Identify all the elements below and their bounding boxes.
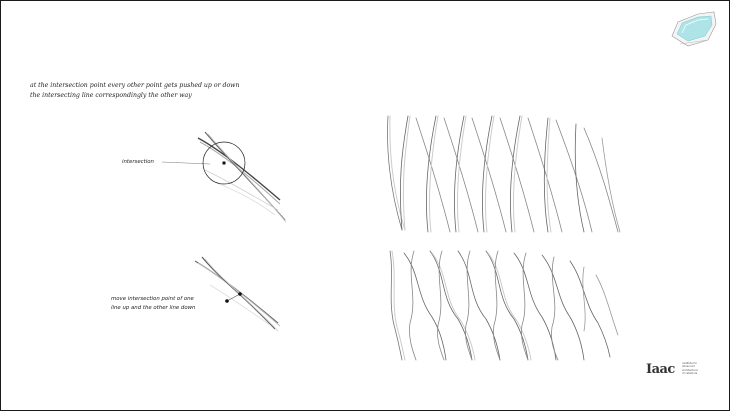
intersection-diagram xyxy=(150,130,290,225)
intersection-label: intersection xyxy=(122,159,154,165)
model-thumbnail xyxy=(668,8,720,50)
logo-subtitle: institute for advanced architecture of catalonia xyxy=(682,362,698,376)
woven-lines-render-bottom xyxy=(380,245,625,365)
move-intersection-diagram xyxy=(190,255,285,335)
logo-mark: Iaac xyxy=(646,362,675,377)
woven-lines-render-top xyxy=(380,110,625,235)
slide-heading: at the intersection point every other point gets pushed up or down the intersecting line correspondingly the other way xyxy=(30,82,240,99)
move-label: move intersection point of one line up and the other line down xyxy=(111,296,196,311)
